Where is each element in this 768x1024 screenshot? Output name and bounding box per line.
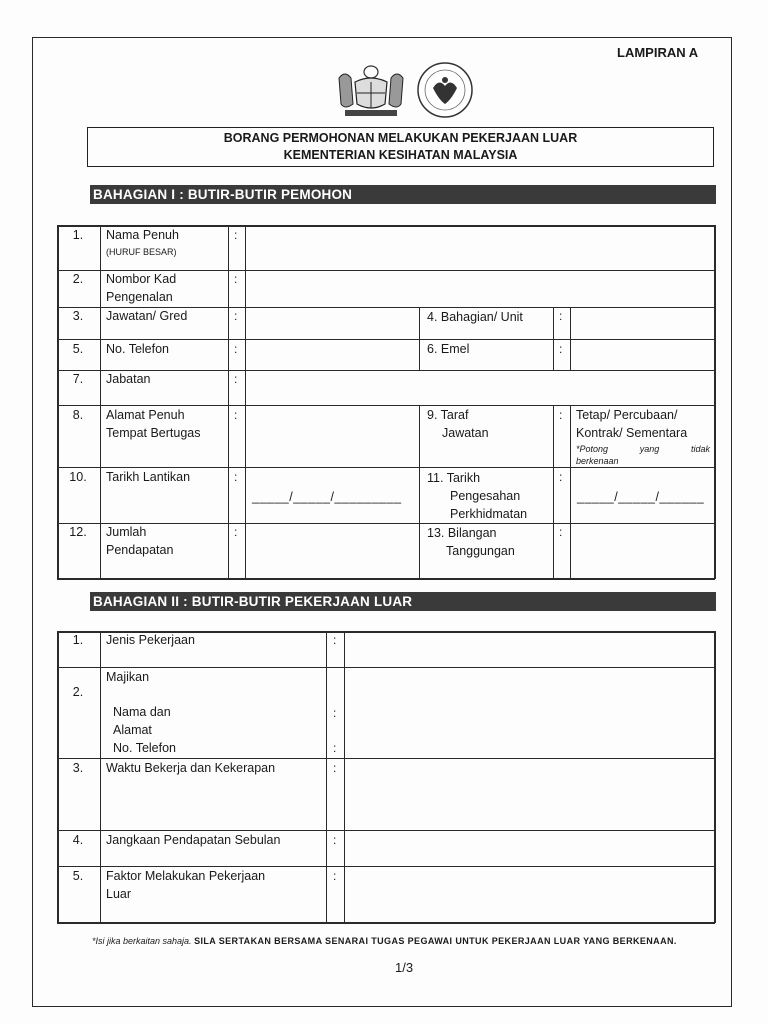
employer-label: Majikan: [106, 670, 150, 684]
status-label-2: Jawatan: [442, 426, 489, 440]
colon: :: [234, 525, 238, 539]
phone-label: No. Telefon: [106, 342, 170, 356]
colon: :: [559, 470, 563, 484]
colon: :: [559, 408, 563, 422]
full-name-field[interactable]: [246, 226, 713, 270]
attachment-label: LAMPIRAN A: [617, 45, 699, 60]
department-label: Jabatan: [106, 372, 151, 386]
colon: :: [234, 372, 238, 386]
row-number: 10.: [69, 470, 87, 484]
ic-number-label: Nombor Kad: [106, 272, 177, 286]
colon: :: [333, 833, 337, 847]
row-number: 12.: [69, 525, 87, 539]
division-unit-label: 4. Bahagian/ Unit: [427, 310, 523, 324]
dependents-field[interactable]: [571, 524, 713, 578]
status-options[interactable]: Tetap/ Percubaan/: [576, 408, 678, 422]
confirmation-date-field[interactable]: _____/_____/______: [577, 490, 705, 504]
ministry-logo-icon: [418, 63, 472, 117]
colon: :: [234, 470, 238, 484]
colon: :: [559, 309, 563, 323]
row-number: 5.: [72, 342, 84, 356]
employer-phone-label: No. Telefon: [113, 741, 177, 755]
colon: :: [234, 272, 238, 286]
form-title-box: [87, 127, 714, 167]
status-note: *Potong yang tidak: [576, 444, 710, 454]
full-name-label: Nama Penuh: [106, 228, 179, 242]
appointment-date-label: Tarikh Lantikan: [106, 470, 191, 484]
job-type-label: Jenis Pekerjaan: [106, 633, 195, 647]
colon: :: [333, 761, 337, 775]
dependents-label: 13. Bilangan: [427, 526, 497, 540]
form-subtitle: KEMENTERIAN KESIHATAN MALAYSIA: [283, 148, 518, 162]
coat-of-arms-icon: [339, 66, 403, 116]
row-number: 3.: [72, 761, 84, 775]
status-options-2[interactable]: Kontrak/ Sementara: [576, 426, 688, 440]
footer-note: [92, 935, 714, 947]
address-label: Alamat Penuh: [106, 408, 185, 422]
row-number: 1.: [72, 633, 84, 647]
reason-field[interactable]: [345, 867, 713, 922]
confirmation-date-label-2: Pengesahan: [450, 489, 521, 503]
colon: :: [333, 706, 337, 720]
status-note-2: berkenaan: [576, 456, 619, 466]
row-number: 4.: [72, 833, 84, 847]
logos: [333, 60, 478, 120]
status-label: 9. Taraf: [427, 408, 469, 422]
dependents-label-2: Tanggungan: [446, 544, 515, 558]
footer-note-bold: SILA SERTAKAN BERSAMA SENARAI TUGAS PEGAWAI UNTUK PEKERJAAN LUAR YANG BERKENAAN.: [194, 936, 677, 946]
appointment-date-field[interactable]: _____/_____/_________: [252, 490, 402, 504]
income-field[interactable]: [246, 524, 418, 578]
income-label-2: Pendapatan: [106, 543, 174, 557]
form-title: BORANG PERMOHONAN MELAKUKAN PEKERJAAN LUAR: [223, 131, 578, 145]
colon: :: [234, 309, 238, 323]
income-label: Jumlah: [106, 525, 147, 539]
address-label-2: Tempat Bertugas: [106, 426, 201, 440]
employer-field[interactable]: [345, 668, 713, 758]
ic-number-label-2: Pengenalan: [106, 290, 173, 304]
position-grade-field[interactable]: [246, 308, 418, 339]
full-name-sublabel: (HURUF BESAR): [106, 247, 177, 257]
employer-address-label: Alamat: [113, 723, 152, 737]
email-field[interactable]: [571, 340, 713, 370]
confirmation-date-label-3: Perkhidmatan: [450, 507, 528, 521]
page-number: 1/3: [395, 960, 414, 975]
row-number: 3.: [72, 309, 84, 323]
expected-income-field[interactable]: [345, 831, 713, 866]
colon: :: [234, 408, 238, 422]
colon: :: [333, 741, 337, 755]
job-type-field[interactable]: [345, 632, 713, 667]
row-number: 2.: [72, 272, 84, 286]
colon: :: [333, 633, 337, 647]
employer-name-address-label: Nama dan: [113, 705, 171, 719]
section1-header: BAHAGIAN I : BUTIR-BUTIR PEMOHON: [90, 185, 716, 204]
row-number: 7.: [72, 372, 84, 386]
colon: :: [234, 228, 238, 242]
reason-label-2: Luar: [106, 887, 132, 901]
phone-field[interactable]: [246, 340, 418, 370]
address-field[interactable]: [246, 406, 418, 467]
division-unit-field[interactable]: [571, 308, 713, 339]
colon: :: [559, 342, 563, 356]
row-number: 2.: [72, 685, 84, 699]
working-hours-field[interactable]: [345, 759, 713, 830]
row-number: 8.: [72, 408, 84, 422]
section2-header: BAHAGIAN II : BUTIR-BUTIR PEKERJAAN LUAR: [90, 592, 716, 611]
row-number: 1.: [72, 228, 84, 242]
confirmation-date-label: 11. Tarikh: [427, 471, 481, 485]
colon: :: [559, 525, 563, 539]
working-hours-label: Waktu Bekerja dan Kekerapan: [106, 761, 276, 775]
footer-note-italic: *Isi jika berkaitan sahaja.: [92, 936, 192, 946]
department-field[interactable]: [246, 371, 713, 405]
email-label: 6. Emel: [427, 342, 470, 356]
colon: :: [333, 869, 337, 883]
expected-income-label: Jangkaan Pendapatan Sebulan: [106, 833, 281, 847]
reason-label: Faktor Melakukan Pekerjaan: [106, 869, 266, 883]
colon: :: [234, 342, 238, 356]
position-grade-label: Jawatan/ Gred: [106, 309, 188, 323]
ic-number-field[interactable]: [246, 271, 713, 307]
row-number: 5.: [72, 869, 84, 883]
